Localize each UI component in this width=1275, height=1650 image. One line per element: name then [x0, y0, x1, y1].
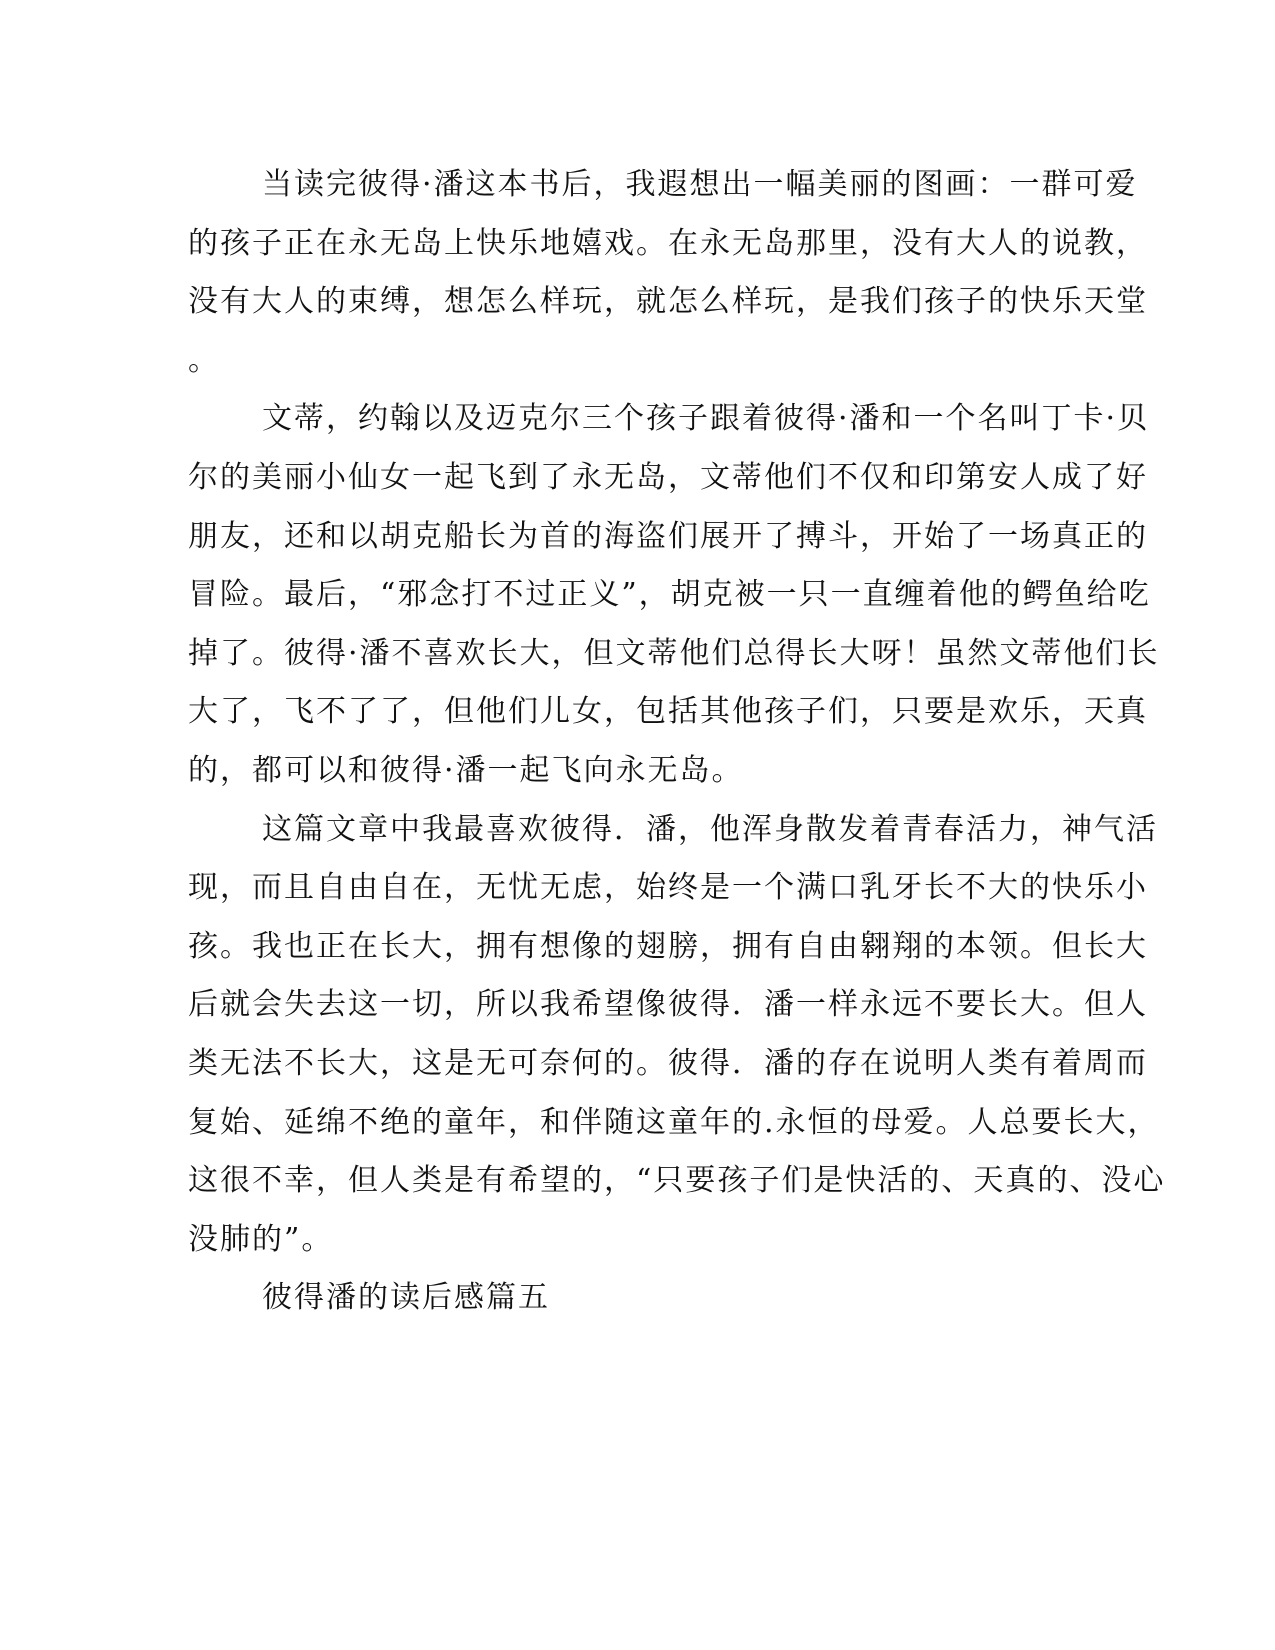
text-line: 冒险。最后，“邪念打不过正义”，胡克被一只一直缠着他的鳄鱼给吃	[188, 577, 1151, 613]
text-line: 后就会失去这一切，所以我希望像彼得．潘一样永远不要长大。但人	[188, 987, 1148, 1023]
text-line: 类无法不长大，这是无可奈何的。彼得．潘的存在说明人类有着周而	[188, 1045, 1148, 1081]
document-body	[188, 156, 1166, 1328]
text-line: 没肺的”。	[188, 1221, 334, 1257]
text-line: 当读完彼得·潘这本书后，我遐想出一幅美丽的图画：一群可爱	[262, 167, 1138, 202]
text-line: 复始、延绵不绝的童年，和伴随这童年的.永恒的母爱。人总要长大，	[188, 1104, 1160, 1140]
text-line: 。	[188, 342, 220, 378]
paragraph-1	[188, 156, 1148, 390]
text-line: 没有大人的束缚，想怎么样玩，就怎么样玩，是我们孩子的快乐天堂	[188, 284, 1148, 320]
text-line: 掉了。彼得·潘不喜欢长大，但文蒂他们总得长大呀！虽然文蒂他们长	[188, 635, 1160, 671]
paragraph-3	[188, 801, 1166, 1270]
section-heading	[188, 1269, 1068, 1328]
text-line: 这很不幸，但人类是有希望的，“只要孩子们是快活的、天真的、没心	[188, 1163, 1166, 1199]
text-line: 的孩子正在永无岛上快乐地嬉戏。在永无岛那里，没有大人的说教，	[188, 225, 1148, 261]
text-line: 尔的美丽小仙女一起飞到了永无岛，文蒂他们不仅和印第安人成了好	[188, 459, 1148, 495]
text-line: 这篇文章中我最喜欢彼得．潘，他浑身散发着青春活力，神气活	[262, 811, 1158, 847]
text-line: 朋友，还和以胡克船长为首的海盗们展开了搏斗，开始了一场真正的	[188, 518, 1148, 554]
text-line: 的，都可以和彼得·潘一起飞向永无岛。	[188, 752, 744, 788]
paragraph-2	[188, 390, 1160, 800]
text-line: 文蒂，约翰以及迈克尔三个孩子跟着彼得·潘和一个名叫丁卡·贝	[262, 401, 1150, 437]
text-line: 大了，飞不了了，但他们儿女，包括其他孩子们，只要是欢乐，天真	[188, 694, 1148, 730]
text-line: 现，而且自由自在，无忧无虑，始终是一个满口乳牙长不大的快乐小	[188, 870, 1148, 906]
heading-line: 彼得潘的读后感篇五	[262, 1280, 550, 1316]
text-line: 孩。我也正在长大，拥有想像的翅膀，拥有自由翱翔的本领。但长大	[188, 928, 1148, 964]
